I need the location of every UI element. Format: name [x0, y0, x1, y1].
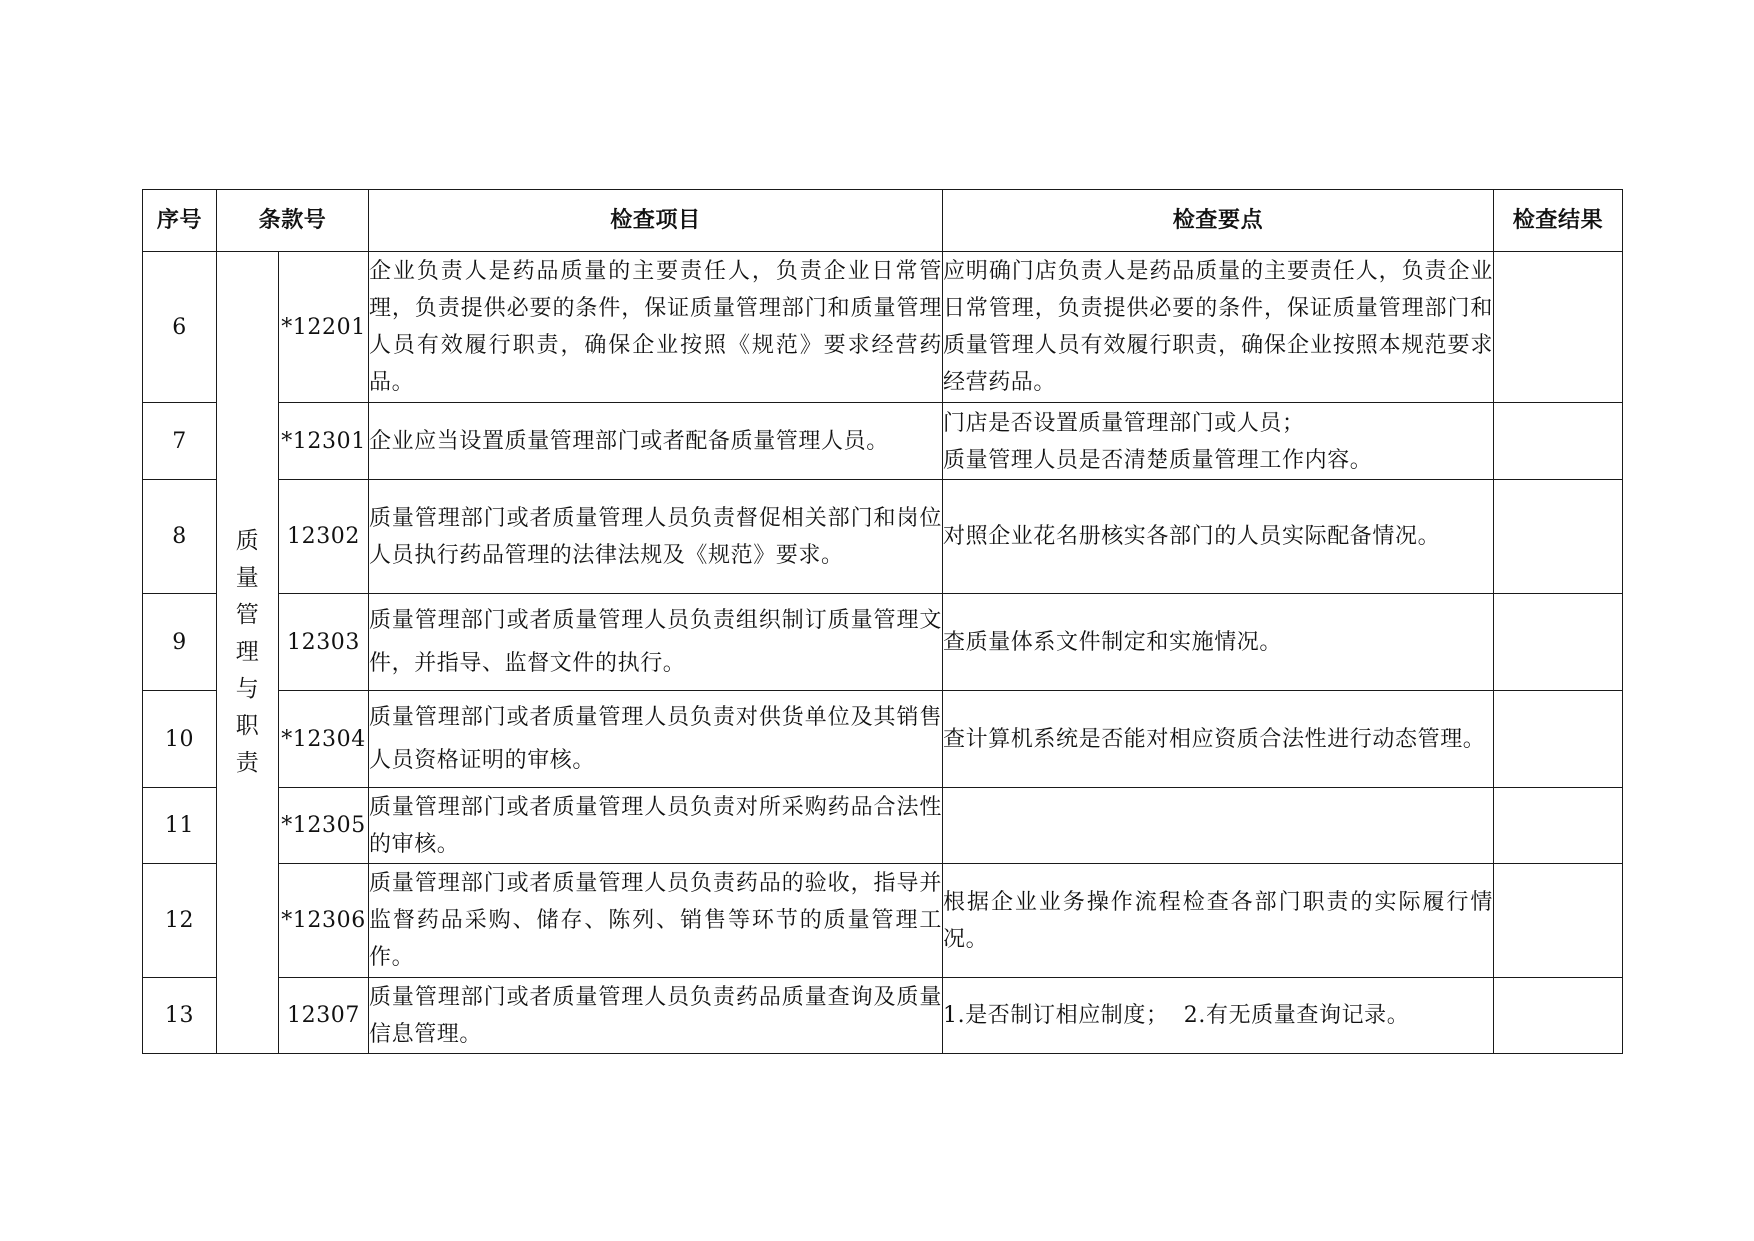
row-item: 企业应当设置质量管理部门或者配备质量管理人员。 — [369, 403, 943, 480]
row-clause: 12302 — [279, 480, 369, 594]
header-row — [143, 190, 1623, 252]
inspection-table — [142, 189, 1623, 1054]
row-points: 1.是否制订相应制度； 2.有无质量查询记录。 — [943, 978, 1494, 1054]
row-index: 13 — [143, 978, 217, 1054]
row-result[interactable] — [1494, 691, 1623, 788]
row-index: 9 — [143, 594, 217, 691]
row-item: 质量管理部门或者质量管理人员负责药品质量查询及质量信息管理。 — [369, 978, 943, 1054]
header-item: 检查项目 — [369, 190, 943, 252]
row-item: 质量管理部门或者质量管理人员负责药品的验收，指导并监督药品采购、储存、陈列、销售等环节的质量管理工作。 — [369, 864, 943, 978]
row-index: 10 — [143, 691, 217, 788]
row-points-line: 门店是否设置质量管理部门或人员； — [943, 411, 1305, 436]
row-result[interactable] — [1494, 788, 1623, 864]
category-label: 质量管理与职责 — [235, 528, 260, 776]
row-index: 8 — [143, 480, 217, 594]
row-points: 查计算机系统是否能对相应资质合法性进行动态管理。 — [943, 691, 1494, 788]
row-index: 7 — [143, 403, 217, 480]
row-clause: *12301 — [279, 403, 369, 480]
row-index: 11 — [143, 788, 217, 864]
row-item: 质量管理部门或者质量管理人员负责对所采购药品合法性的审核。 — [369, 788, 943, 864]
table-row — [143, 252, 1623, 403]
row-result[interactable] — [1494, 864, 1623, 978]
table-row — [143, 788, 1623, 864]
row-points: 查质量体系文件制定和实施情况。 — [943, 594, 1494, 691]
header-result: 检查结果 — [1494, 190, 1623, 252]
table-row — [143, 978, 1623, 1054]
table-row — [143, 691, 1623, 788]
row-points — [943, 788, 1494, 864]
row-clause: *12305 — [279, 788, 369, 864]
table-row — [143, 403, 1623, 480]
row-points-line: 质量管理人员是否清楚质量管理工作内容。 — [943, 448, 1373, 473]
row-result[interactable] — [1494, 403, 1623, 480]
row-item: 质量管理部门或者质量管理人员负责对供货单位及其销售人员资格证明的审核。 — [369, 691, 943, 788]
table-row — [143, 480, 1623, 594]
row-result[interactable] — [1494, 978, 1623, 1054]
row-result[interactable] — [1494, 252, 1623, 403]
row-clause: *12201 — [279, 252, 369, 403]
header-points: 检查要点 — [943, 190, 1494, 252]
category-cell — [217, 252, 279, 1054]
header-clause: 条款号 — [217, 190, 369, 252]
header-index: 序号 — [143, 190, 217, 252]
row-points: 根据企业业务操作流程检查各部门职责的实际履行情况。 — [943, 864, 1494, 978]
row-clause: 12307 — [279, 978, 369, 1054]
row-item: 企业负责人是药品质量的主要责任人，负责企业日常管理，负责提供必要的条件，保证质量管理部门和质量管理人员有效履行职责，确保企业按照《规范》要求经营药品。 — [369, 252, 943, 403]
row-item: 质量管理部门或者质量管理人员负责组织制订质量管理文件，并指导、监督文件的执行。 — [369, 594, 943, 691]
row-points — [943, 403, 1494, 480]
row-result[interactable] — [1494, 480, 1623, 594]
row-clause: *12306 — [279, 864, 369, 978]
row-points: 应明确门店负责人是药品质量的主要责任人，负责企业日常管理，负责提供必要的条件，保证质量管理部门和质量管理人员有效履行职责，确保企业按照本规范要求经营药品。 — [943, 252, 1494, 403]
row-points: 对照企业花名册核实各部门的人员实际配备情况。 — [943, 480, 1494, 594]
row-item: 质量管理部门或者质量管理人员负责督促相关部门和岗位人员执行药品管理的法律法规及《规范》要求。 — [369, 480, 943, 594]
table-row — [143, 864, 1623, 978]
row-index: 6 — [143, 252, 217, 403]
table-row — [143, 594, 1623, 691]
row-clause: 12303 — [279, 594, 369, 691]
row-index: 12 — [143, 864, 217, 978]
row-result[interactable] — [1494, 594, 1623, 691]
row-clause: *12304 — [279, 691, 369, 788]
